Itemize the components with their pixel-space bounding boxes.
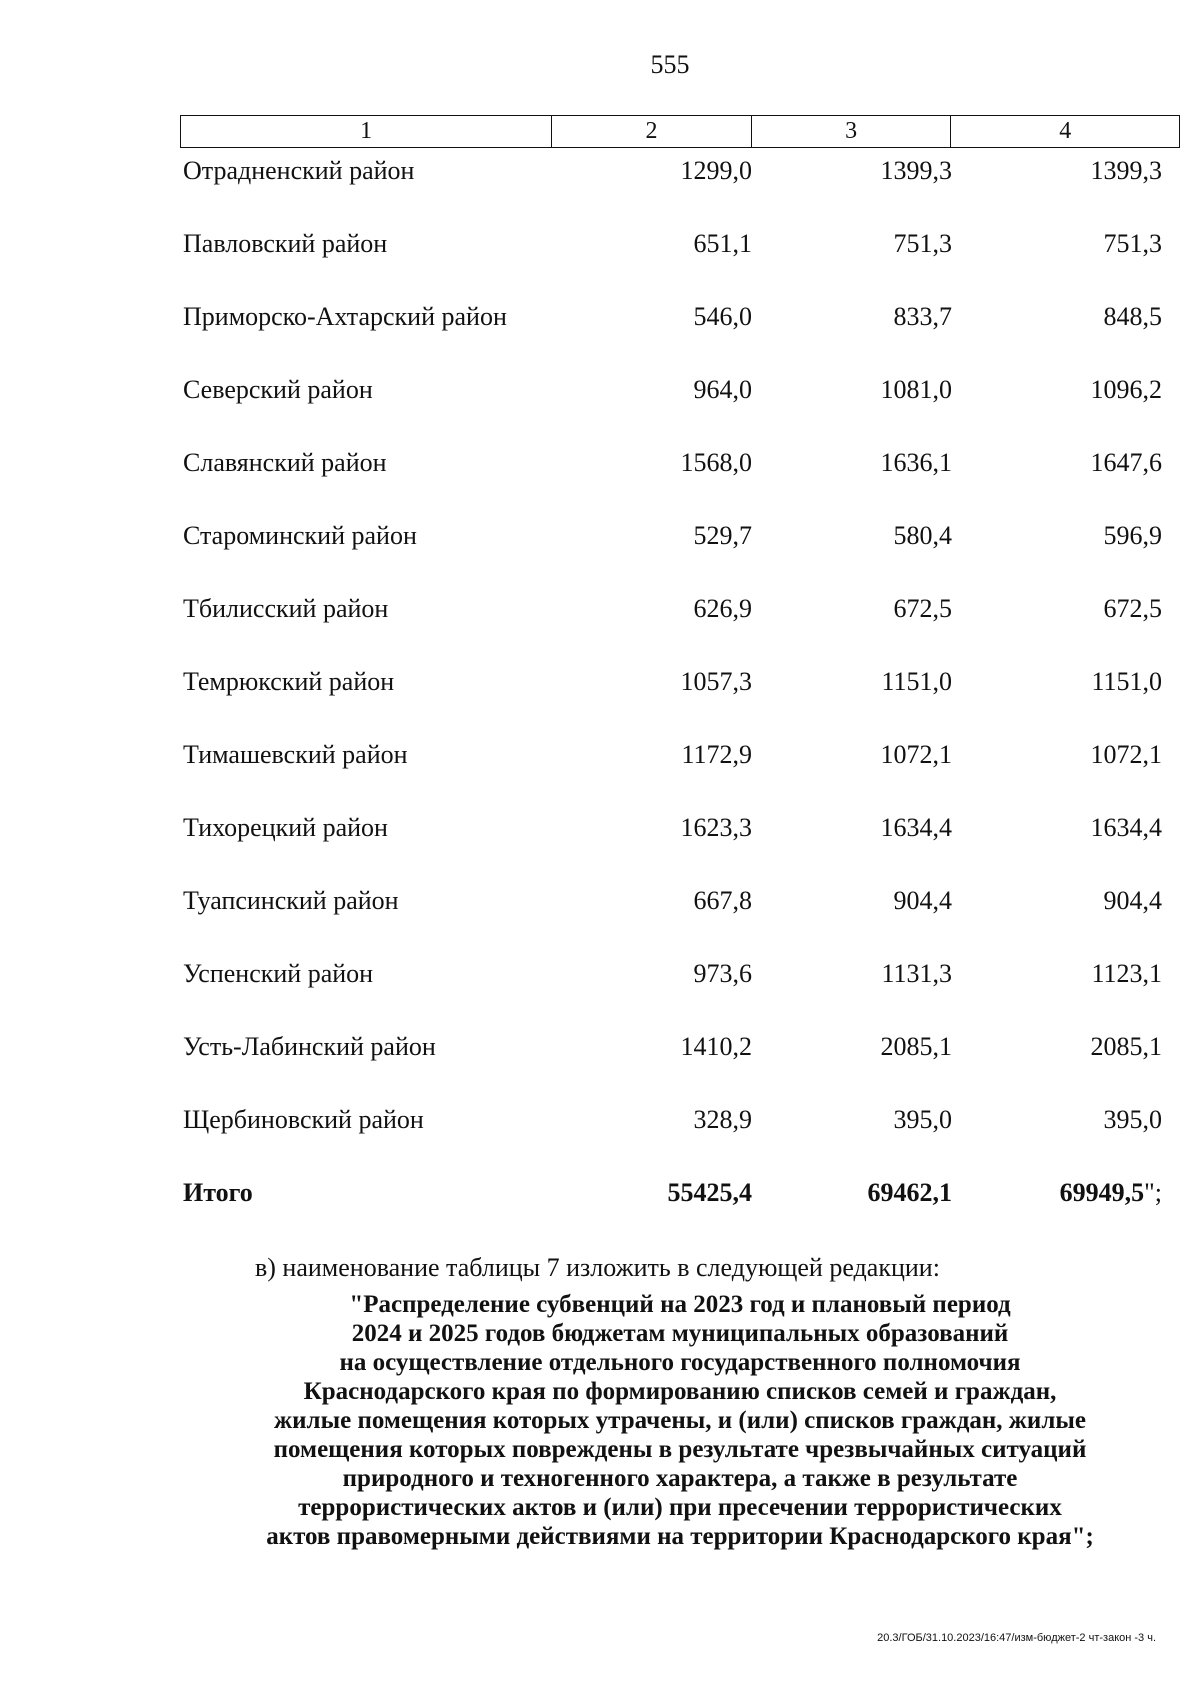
- row-name: Приморско-Ахтарский район: [183, 302, 507, 331]
- header-col-4: 4: [1059, 118, 1072, 144]
- title-line: природного и техногенного характера, а также в результате: [342, 1465, 1018, 1492]
- row-value-col-3: 2085,1: [880, 1032, 952, 1061]
- footer-code: 20.3/ГОБ/31.10.2023/16:47/изм-бюджет-2 чт-закон -3 ч.: [877, 1632, 1156, 1644]
- row-value-col-3: 1634,4: [880, 813, 952, 842]
- row-value-col-3: 1636,1: [880, 448, 952, 477]
- table-row: [180, 953, 1180, 1026]
- header-col-3: 3: [752, 116, 952, 147]
- row-value-col-4: 848,5: [1103, 302, 1162, 331]
- row-value-col-4: 1151,0: [1091, 667, 1162, 696]
- row-value-col-4: 1634,4: [1090, 813, 1162, 842]
- row-value-col-3: 904,4: [893, 886, 952, 915]
- row-value-col-4: 1096,2: [1090, 375, 1162, 404]
- row-value-col-4: 672,5: [1103, 594, 1162, 623]
- row-value-col-4: 1647,6: [1090, 448, 1162, 477]
- table-row: [180, 515, 1180, 588]
- title-line: 2024 и 2025 годов бюджетам муниципальных образований: [351, 1320, 1009, 1347]
- row-value-col-4: 1072,1: [1090, 740, 1162, 769]
- row-value-col-3: 1151,0: [881, 667, 952, 696]
- page-number: 555: [650, 50, 690, 79]
- row-value-col-3: 69462,1: [867, 1178, 952, 1207]
- table-row: [180, 442, 1180, 515]
- row-value-col-4: 596,9: [1103, 521, 1162, 550]
- row-value-col-2: 546,0: [693, 302, 752, 331]
- row-value-col-3: 1399,3: [880, 156, 952, 185]
- row-value-col-2: 626,9: [693, 594, 752, 623]
- table-header: [180, 115, 1180, 148]
- table-row: [180, 1026, 1180, 1099]
- row-value-col-2: 1057,3: [680, 667, 752, 696]
- row-value-col-3: 833,7: [893, 302, 952, 331]
- row-value-col-3: 672,5: [893, 594, 952, 623]
- row-value-col-2: 55425,4: [667, 1178, 752, 1207]
- closing-quote: ";: [1144, 1178, 1162, 1207]
- row-name: Павловский район: [183, 229, 388, 258]
- row-value-col-2: 1623,3: [680, 813, 752, 842]
- total-row: [180, 1172, 1180, 1245]
- row-value-col-3: 395,0: [893, 1105, 952, 1134]
- title-line: помещения которых повреждены в результате чрезвычайных ситуаций: [273, 1436, 1087, 1463]
- row-name: Северский район: [183, 375, 373, 404]
- table-row: [180, 807, 1180, 880]
- table-row: [180, 369, 1180, 442]
- row-value-col-2: 667,8: [693, 886, 752, 915]
- row-value-col-4: 2085,1: [1090, 1032, 1162, 1061]
- row-value-col-2: 529,7: [693, 521, 752, 550]
- row-name: Успенский район: [183, 959, 374, 988]
- row-name: Отрадненский район: [183, 156, 415, 185]
- table-row: [180, 880, 1180, 953]
- row-name: Тихорецкий район: [183, 813, 388, 842]
- row-name: Тимашевский район: [183, 740, 408, 769]
- row-value-col-4: 69949,5";: [1059, 1178, 1162, 1207]
- title-line: актов правомерными действиями на территории Краснодарского края";: [266, 1523, 1094, 1550]
- title-line: жилые помещения которых утрачены, и (или) списков граждан, жилые: [274, 1407, 1086, 1434]
- table-row: [180, 223, 1180, 296]
- table-row: [180, 296, 1180, 369]
- title-line: Краснодарского края по формированию списков семей и граждан,: [303, 1378, 1057, 1405]
- table-row: [180, 588, 1180, 661]
- row-name: Тбилисский район: [183, 594, 389, 623]
- row-value-col-3: 751,3: [893, 229, 952, 258]
- row-name: Усть-Лабинский район: [183, 1032, 436, 1061]
- row-name: Темрюкский район: [183, 667, 395, 696]
- table-body: [180, 150, 1180, 1245]
- row-value-col-2: 1299,0: [680, 156, 752, 185]
- row-value-col-4: 395,0: [1103, 1105, 1162, 1134]
- title-line: "Распределение субвенций на 2023 год и плановый период: [349, 1291, 1011, 1318]
- row-value-col-4: 751,3: [1103, 229, 1162, 258]
- row-value-col-4: 904,4: [1103, 886, 1162, 915]
- row-value-col-2: 1410,2: [680, 1032, 752, 1061]
- row-name: Славянский район: [183, 448, 387, 477]
- row-value-col-2: 1568,0: [680, 448, 752, 477]
- table-row: [180, 1099, 1180, 1172]
- table-row: [180, 661, 1180, 734]
- row-value-col-4: 1123,1: [1091, 959, 1162, 988]
- row-value-col-2: 328,9: [693, 1105, 752, 1134]
- row-name: Староминский район: [183, 521, 417, 550]
- table-row: [180, 150, 1180, 223]
- row-value-col-2: 651,1: [693, 229, 752, 258]
- row-value-col-3: 1072,1: [880, 740, 952, 769]
- title-line: на осуществление отдельного государственного полномочия: [339, 1349, 1021, 1376]
- header-col-2: 2: [552, 116, 752, 147]
- header-col-1: 1: [181, 116, 552, 147]
- row-value-col-3: 1131,3: [881, 959, 952, 988]
- row-value-col-4: 1399,3: [1090, 156, 1162, 185]
- row-value-col-2: 964,0: [693, 375, 752, 404]
- row-value-col-3: 1081,0: [880, 375, 952, 404]
- row-value-col-3: 580,4: [893, 521, 952, 550]
- table-title: [180, 1290, 1180, 1551]
- title-line: террористических актов и (или) при пресечении террористических: [298, 1494, 1062, 1521]
- row-value-col-2: 973,6: [693, 959, 752, 988]
- row-name: Итого: [183, 1178, 253, 1207]
- table-row: [180, 734, 1180, 807]
- row-name: Туапсинский район: [183, 886, 399, 915]
- row-name: Щербиновский район: [183, 1105, 424, 1134]
- instruction-text: в) наименование таблицы 7 изложить в следующей редакции:: [255, 1253, 940, 1282]
- row-value-col-2: 1172,9: [681, 740, 752, 769]
